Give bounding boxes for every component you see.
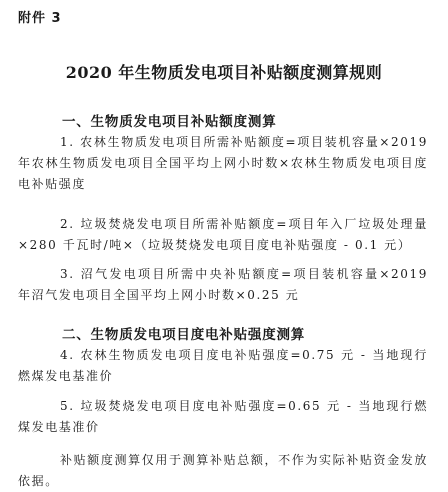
section-heading-subsidy-amount: 一、生物质发电项目补贴额度测算 (62, 114, 277, 130)
attachment-label: 附件 3 (18, 11, 62, 26)
section-heading-subsidy-intensity: 二、生物质发电项目度电补贴强度测算 (62, 327, 306, 343)
document-title: 2020 年生物质发电项目补贴额度测算规则 (65, 63, 383, 82)
footnote-paragraph: 补贴额度测算仅用于测算补贴总额，不作为实际补贴资金发放依据。 (18, 453, 428, 488)
rule-item-1-agroforestry: 1. 农林生物质发电项目所需补贴额度=项目装机容量×2019 年农林生物质发电项目全国平均上网小时数×农林生物质发电项目度电补贴强度 (18, 135, 428, 191)
rule-item-5-waste-intensity: 5. 垃圾焚烧发电项目度电补贴强度=0.65 元 - 当地现行燃煤发电基准价 (18, 399, 428, 434)
rule-item-2-waste-incineration: 2. 垃圾焚烧发电项目所需补贴额度=项目年入厂垃圾处理量×280 千瓦时/吨×（垃圾焚烧发电项目度电补贴强度 - 0.1 元） (18, 217, 428, 252)
rule-item-4-agroforestry-intensity: 4. 农林生物质发电项目度电补贴强度=0.75 元 - 当地现行燃煤发电基准价 (18, 348, 428, 383)
rule-item-3-biogas: 3. 沼气发电项目所需中央补贴额度=项目装机容量×2019 年沼气发电项目全国平均上网小时数×0.25 元 (18, 267, 428, 302)
